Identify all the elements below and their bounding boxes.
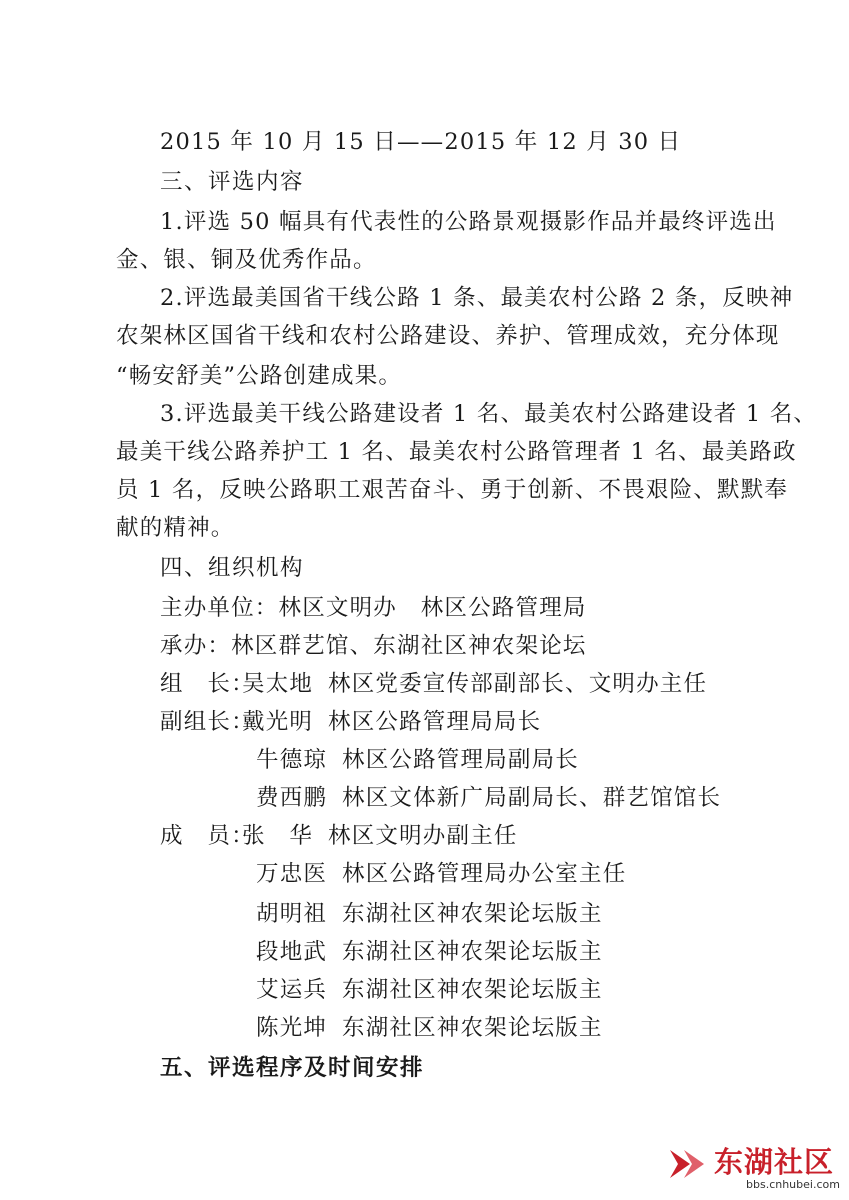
watermark (668, 1138, 843, 1196)
member-title: 东湖社区神农架论坛版主 (342, 901, 603, 927)
member-row (256, 976, 603, 1004)
period-line: 2015 年 10 月 15 日——2015 年 12 月 30 日 (160, 129, 682, 155)
item-2-line-3: “畅安舒美”公路创建成果。 (116, 363, 403, 389)
member-name: 万忠医 (256, 861, 328, 887)
deputy-title: 林区公路管理局局长 (328, 709, 542, 735)
leader-title: 林区党委宣传部副部长、文明办主任 (328, 671, 708, 697)
members-label: 成 员： (160, 823, 255, 849)
item-1-line-1: 1.评选 50 幅具有代表性的公路景观摄影作品并最终评选出 (160, 209, 777, 235)
item-3-line-2: 最美干线公路养护工 1 名、最美农村公路管理者 1 名、最美路政 (116, 439, 797, 465)
member-title: 东湖社区神农架论坛版主 (342, 1015, 603, 1041)
deputy-row (256, 784, 721, 812)
member-name: 胡明祖 (256, 901, 328, 927)
item-1-line-2: 金、银、铜及优秀作品。 (116, 247, 377, 273)
deputy-row (256, 746, 579, 774)
member-row (256, 900, 603, 928)
deputy-row (160, 708, 541, 736)
member-title: 东湖社区神农架论坛版主 (342, 977, 603, 1003)
item-2-line-1: 2.评选最美国省干线公路 1 条、最美农村公路 2 条，反映神 (160, 285, 794, 311)
host-line: 主办单位：林区文明办 林区公路管理局 (160, 595, 587, 621)
deputy-title: 林区公路管理局副局长 (342, 747, 580, 773)
item-3-line-3: 员 1 名，反映公路职工艰苦奋斗、勇于创新、不畏艰险、默默奉 (116, 477, 789, 503)
leader-label: 组 长： (160, 671, 255, 697)
member-row (256, 938, 603, 966)
watermark-brand: 东湖社区 (714, 1145, 835, 1179)
member-row (160, 822, 518, 850)
deputy-title: 林区文体新广局副局长、群艺馆馆长 (342, 785, 722, 811)
member-title: 林区文明办副主任 (328, 823, 518, 849)
item-3-line-1: 3.评选最美干线公路建设者 1 名、最美农村公路建设者 1 名、 (160, 401, 818, 427)
member-name: 段地武 (256, 939, 328, 965)
deputy-name: 费西鹏 (256, 785, 328, 811)
leader-row (160, 670, 707, 698)
member-title: 东湖社区神农架论坛版主 (342, 939, 603, 965)
member-row (256, 1014, 603, 1042)
member-row (256, 860, 626, 888)
member-title: 林区公路管理局办公室主任 (342, 861, 627, 887)
section-5-heading: 五、评选程序及时间安排 (160, 1055, 425, 1081)
organizer-line: 承办：林区群艺馆、东湖社区神农架论坛 (160, 633, 587, 659)
member-name: 陈光坤 (256, 1015, 328, 1041)
watermark-url: bbs.cnhubei.com (746, 1178, 840, 1191)
section-4-heading: 四、组织机构 (160, 555, 305, 581)
member-name: 艾运兵 (256, 977, 328, 1003)
item-3-line-4: 献的精神。 (116, 515, 235, 541)
item-2-line-2: 农架林区国省干线和农村公路建设、养护、管理成效，充分体现 (116, 323, 780, 349)
deputy-name: 戴光明 (242, 709, 314, 735)
section-3-heading: 三、评选内容 (160, 169, 305, 195)
member-name: 张 华 (242, 823, 314, 849)
deputy-name: 牛德琼 (256, 747, 328, 773)
deputy-label: 副组长： (160, 709, 255, 735)
leader-name: 吴太地 (242, 671, 314, 697)
watermark-logo-icon (668, 1142, 714, 1184)
